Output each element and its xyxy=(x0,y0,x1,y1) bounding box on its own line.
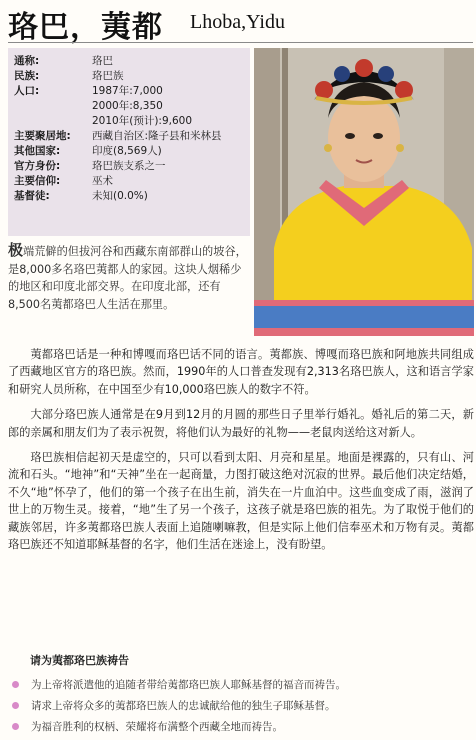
fact-value: 珞巴族支系之一 xyxy=(92,160,166,172)
prayer-list xyxy=(8,674,474,737)
body-paragraph: 珞巴族相信起初天是虚空的，只可以看到太阳、月亮和星星。地面是裸露的，只有山、河流和石头。“地神”和“天神”坐在一起商量，力图打破这绝对沉寂的世界。最后他们决定结婚，不久“地”怀孕了，他们的第一个孩子在出生前，消失在一片血泊中。这些血变成了雨，滋润了世上的万物生灵。接着，“地”生了另一个孩子，这孩子就是珞巴族的祖先。为了取悦于他们的藏族邻居，许多荑都珞巴族人表面上追随喇嘛教，但是实际上他们信奉巫术和万物有灵。荑都珞巴族还不知道耶稣基督的名字，他们生活在迷途上，没有盼望。 xyxy=(8,451,474,552)
fact-value: 2000年:8,350 xyxy=(92,100,163,112)
prayer-heading: 请为荑都珞巴族祷告 xyxy=(30,654,129,667)
fact-value: 珞巴族 xyxy=(92,70,124,82)
bullet-icon xyxy=(12,681,19,688)
fact-label xyxy=(14,99,92,114)
fact-row xyxy=(14,99,246,114)
facts-box xyxy=(8,48,250,236)
fact-label: 官方身份: xyxy=(14,160,61,172)
fact-label: 其他国家: xyxy=(14,145,61,157)
portrait-photo xyxy=(254,48,474,336)
fact-label: 主要聚居地: xyxy=(14,130,71,142)
prayer-item xyxy=(8,674,474,695)
fact-label: 主要信仰: xyxy=(14,175,61,187)
fact-row xyxy=(14,129,246,144)
intro-text: 端荒僻的但拔河谷和西藏东南部群山的坡谷，是8,000多名珞巴荑都人的家园。这块人烟稀少的地区和印度北部交界。在印度北部，还有8,500名荑都珞巴人生活在那里。 xyxy=(8,245,247,311)
page-title-english: Lhoba,Yidu xyxy=(190,11,285,33)
fact-row xyxy=(14,84,246,99)
drop-cap: 极 xyxy=(8,241,24,259)
fact-value: 1987年:7,000 xyxy=(92,85,163,97)
portrait-illustration xyxy=(254,48,474,336)
fact-value: 未知(0.0%) xyxy=(92,190,148,202)
fact-label xyxy=(14,114,92,129)
fact-row xyxy=(14,189,246,204)
fact-label: 基督徒: xyxy=(14,190,50,202)
fact-label: 人口: xyxy=(14,85,40,97)
prayer-item xyxy=(8,716,474,737)
article-body xyxy=(8,346,474,561)
bullet-icon xyxy=(12,702,19,709)
fact-row xyxy=(14,174,246,189)
page-header xyxy=(0,0,476,44)
fact-value: 巫术 xyxy=(92,175,113,187)
fact-value: 珞巴 xyxy=(92,55,113,67)
fact-row xyxy=(14,114,246,129)
body-paragraph: 大部分珞巴族人通常是在9月到12月的月圆的那些日子里举行婚礼。婚礼后的第二天，新郎的亲属和朋友们为了表示祝贺，将他们认为最好的礼物——老鼠肉送给这对新人。 xyxy=(8,408,474,439)
fact-row xyxy=(14,159,246,174)
prayer-text: 为福音胜利的权柄、荣耀将布满整个西藏全地而祷告。 xyxy=(31,721,283,733)
fact-row xyxy=(14,69,246,84)
fact-row xyxy=(14,144,246,159)
fact-row xyxy=(14,54,246,69)
page-title: 珞巴，荑都 xyxy=(8,10,163,45)
prayer-text: 请求上帝将众多的荑都珞巴族人的忠诚献给他的独生子耶稣基督。 xyxy=(31,700,336,712)
fact-value: 印度(8,569人) xyxy=(92,145,162,157)
fact-value: 2010年(预计):9,600 xyxy=(92,115,193,127)
header-divider xyxy=(8,42,473,43)
body-paragraph: 荑都珞巴话是一种和博嘎而珞巴话不同的语言。荑都族、博嘎而珞巴族和阿地族共同组成了西藏地区官方的珞巴族。然而，1990年的人口普查发现有2,313名珞巴族人，这和语言学家和研究人员所称，在中国至少有10,000珞巴族人的数字不符。 xyxy=(8,348,474,396)
fact-label: 通称: xyxy=(14,55,40,67)
prayer-item xyxy=(8,695,474,716)
fact-label: 民族: xyxy=(14,70,40,82)
fact-value: 西藏自治区:隆子县和米林县 xyxy=(92,130,222,142)
bullet-icon xyxy=(12,723,19,730)
prayer-text: 为上帝将派遣他的追随者带给荑都珞巴族人耶稣基督的福音而祷告。 xyxy=(31,679,346,691)
intro-paragraph xyxy=(8,242,250,313)
